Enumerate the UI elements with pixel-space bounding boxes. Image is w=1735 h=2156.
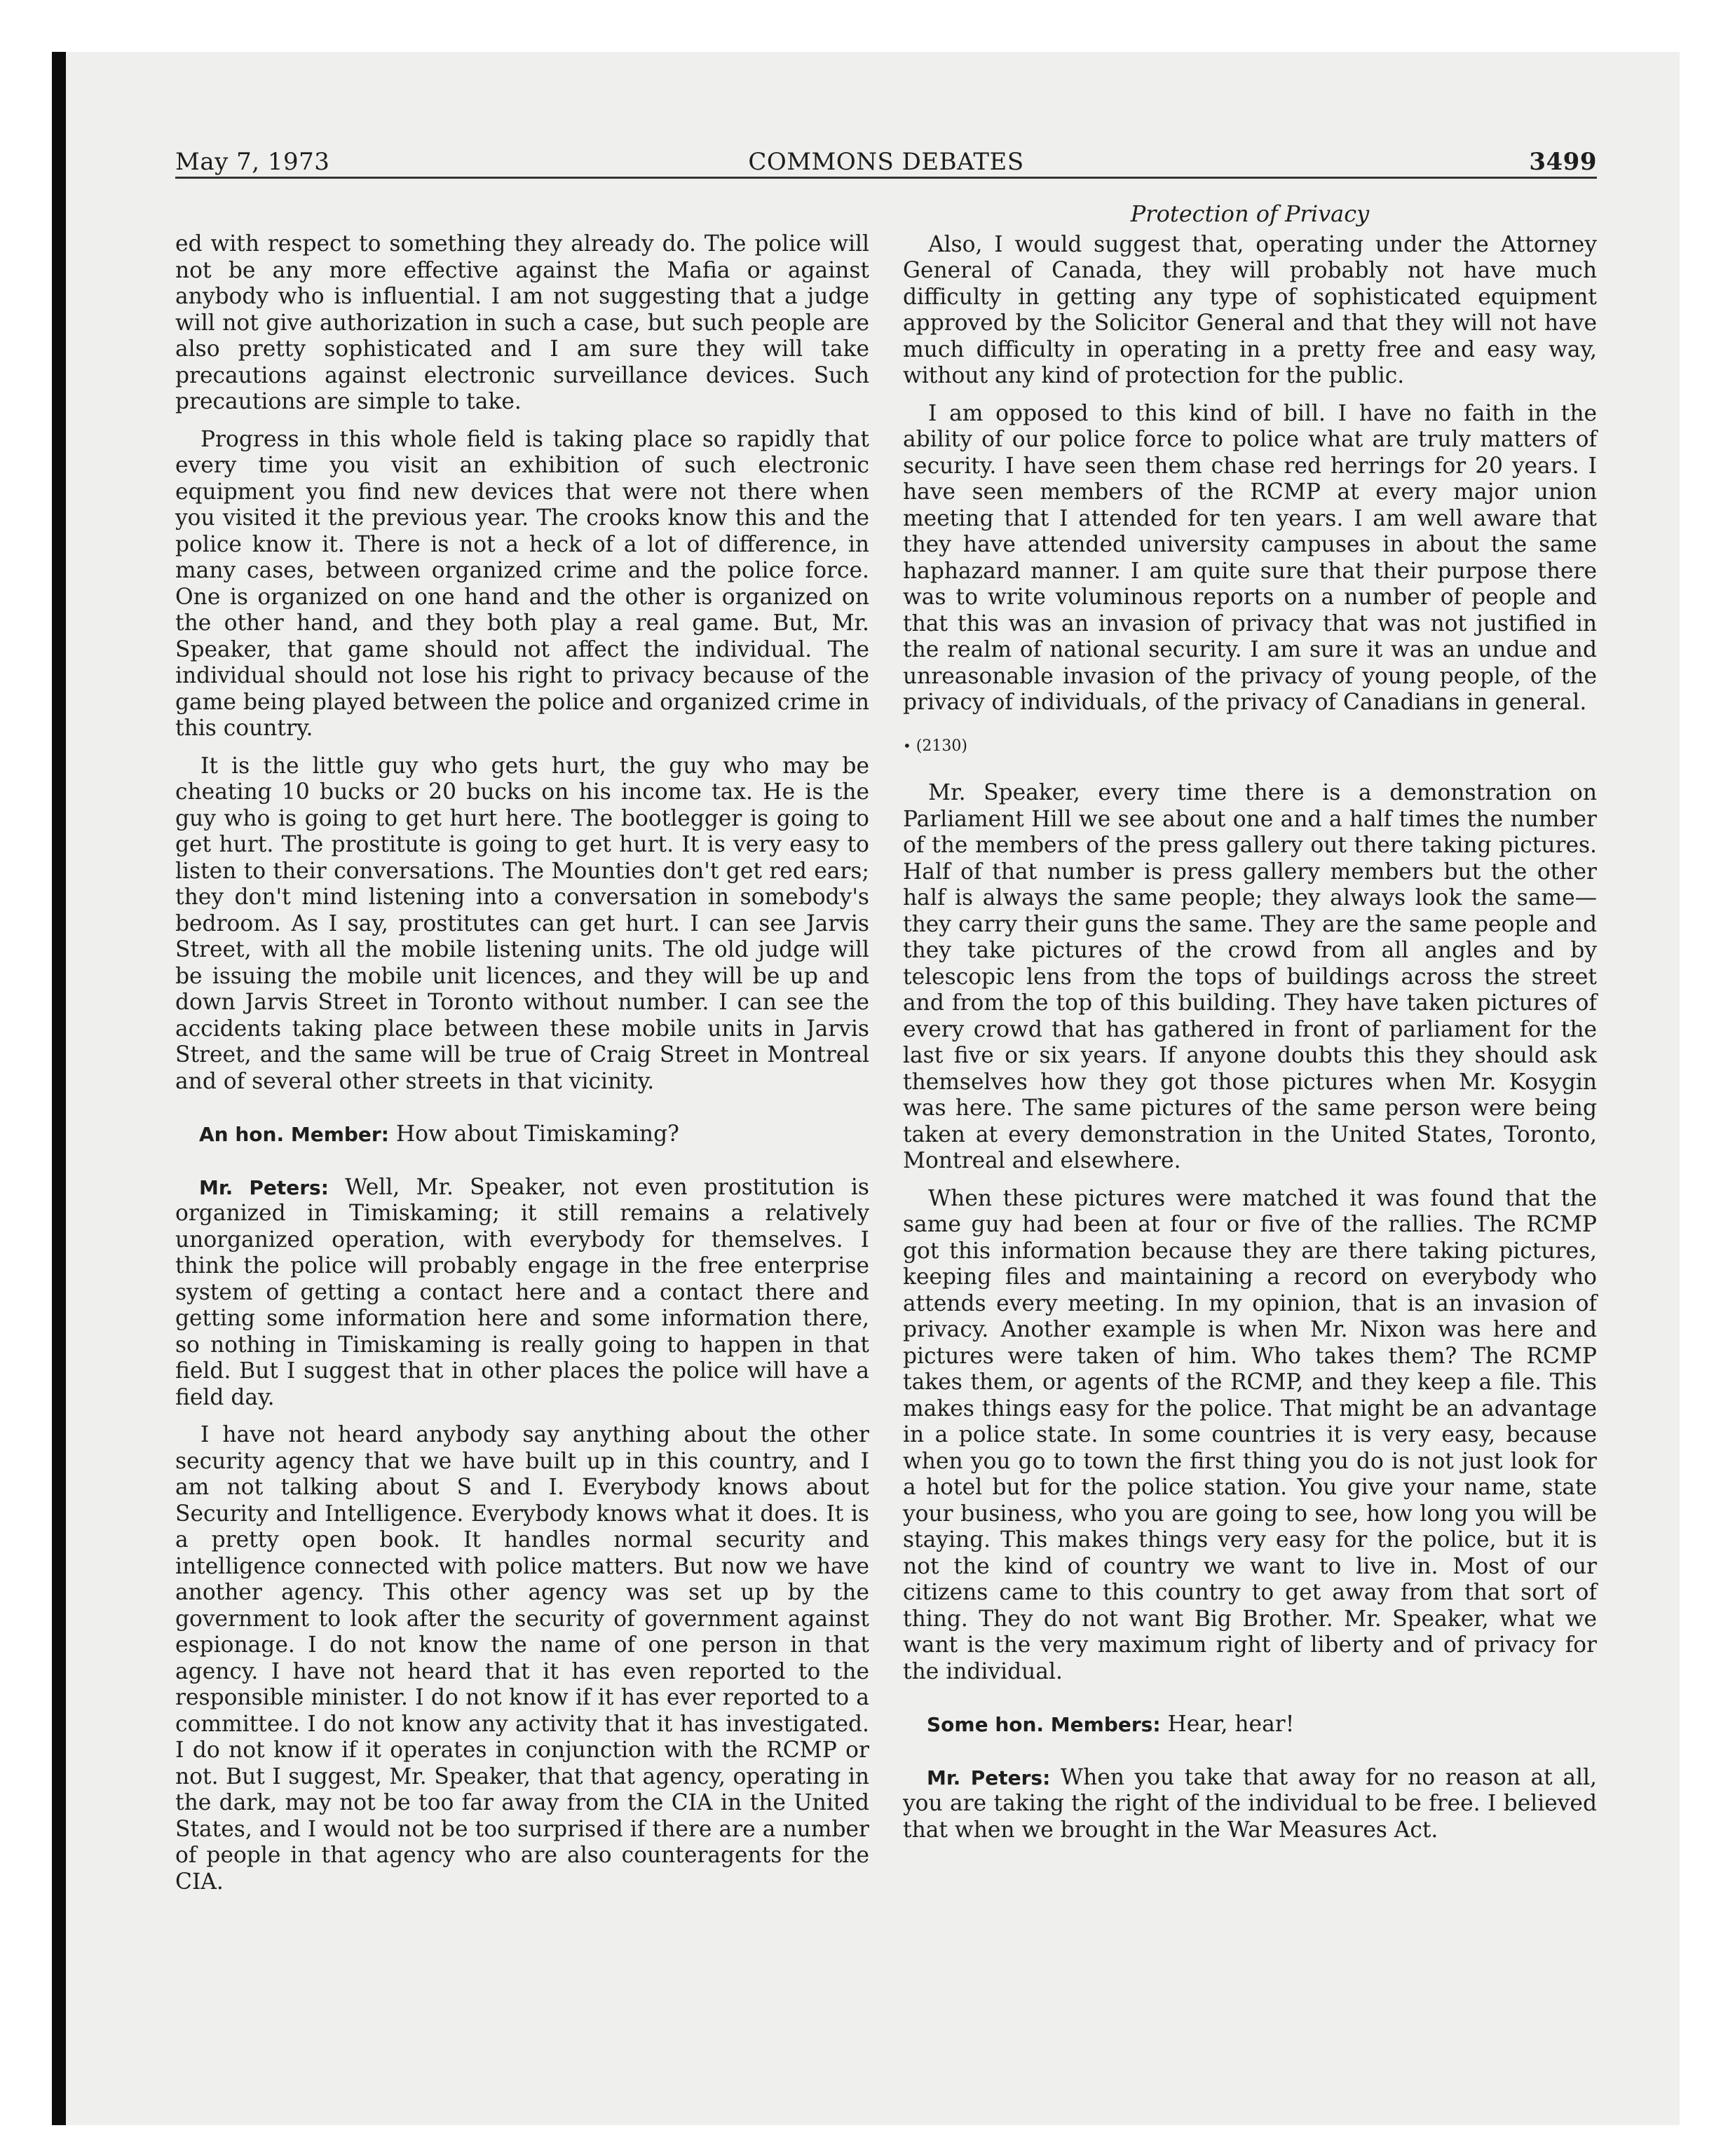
paragraph: ed with respect to something they already do. The police will not be any more effective against the Mafia or against anybody who is influential. I am not suggesting that a judge will not give authorization in such a case, but such people are also pretty sophisticated and I am sure they will take precautions against electronic surveillance devices. Such precautions are simple to take. <box>175 231 869 414</box>
scan-border <box>52 52 66 2125</box>
paragraph: Mr. Speaker, every time there is a demonstration on Parliament Hill we see about one and a half times the number of the members of the press gallery out there taking pictures. Half of that number is press gallery members but the other half is always the same people; they always look the same—they carry their guns the same. They are the same people and they take pictures of the crowd from all angles and by telescopic lens from the tops of buildings across the street and from the top of this building. They have taken pictures of every crowd that has gathered in front of parliament for the last five or six years. If anyone doubts this they should ask themselves how they got those pictures when Mr. Kosygin was here. The same pictures of the same person were being taken at every demonstration in the United States, Toronto, Montreal and elsewhere. <box>903 780 1597 1173</box>
paragraph: When these pictures were matched it was found that the same guy had been at four or five of the rallies. The RCMP got this information because they are there taking pictures, keeping files and maintaining a record on everybody who attends every meeting. In my opinion, that is an invasion of privacy. Another example is when Mr. Nixon was here and pictures were taken of him. Who takes them? The RCMP takes them, or agents of the RCMP, and they keep a file. This makes things easy for the police. That might be an advantage in a police state. In some countries it is very easy, because when you go to town the first thing you do is not just look for a hotel but for the police station. You give your name, state your business, who you are going to see, how long you will be staying. This makes things very easy for the police, but it is not the kind of country we want to live in. Most of our citizens came to this country to get away from that sort of thing. They do not want Big Brother. Mr. Speaker, what we want is the very maximum right of liberty and of privacy for the individual. <box>903 1185 1597 1684</box>
paragraph: I am opposed to this kind of bill. I have no faith in the ability of our police force to police what are truly matters of security. I have seen them chase red herrings for 20 years. I have seen members of the RCMP at every major union meeting that I attended for ten years. I am well aware that they have attended university campuses in about the same haphazard manner. I am quite sure that their purpose there was to write voluminous reports on a number of people and that this was an invasion of privacy that was not justified in the realm of national security. I am sure it was an undue and unreasonable invasion of the privacy of young people, of the privacy of individuals, of the privacy of Canadians in general. <box>903 400 1597 715</box>
left-column <box>175 231 869 1906</box>
speech-text: How about Timiskaming? <box>395 1121 679 1147</box>
right-column <box>903 201 1597 1855</box>
speech-text: Hear, hear! <box>1167 1712 1295 1737</box>
speech-text: Well, Mr. Speaker, not even prostitution is organized in Timiskaming; it still remains a relatively unorganized operation, with everybody for themselves. I think the police will probably engage in the free enterprise system of getting a contact here and a contact there and getting some information here and some information there, so nothing in Timiskaming is really going to happen in that field. But I suggest that in other places the police will have a field day. <box>175 1174 869 1410</box>
speech-text: When you take that away for no reason at all, you are taking the right of the individual to be free. I believed that when we brought in the War Measures Act. <box>903 1764 1597 1843</box>
header-title: COMMONS DEBATES <box>748 148 1024 176</box>
bullet-icon: • <box>903 737 911 754</box>
speaker-name: Mr. Peters: <box>199 1175 329 1199</box>
speaker-name: Some hon. Members: <box>927 1713 1161 1736</box>
timestamp-marker <box>903 733 1597 760</box>
header-date: May 7, 1973 <box>175 148 330 176</box>
speech-interjection <box>903 1712 1597 1738</box>
speech-interjection <box>175 1121 869 1148</box>
paragraph: Progress in this whole field is taking place so rapidly that every time you visit an exhibition of such electronic equipment you find new devices that were not there when you visited it the previous year. The crooks know this and the police know it. There is not a heck of a lot of difference, in many cases, between organized crime and the police force. One is organized on one hand and the other is organized on the other hand, and they both play a real game. But, Mr. Speaker, that game should not affect the individual. The individual should not lose his right to privacy because of the game being played between the police and organized crime in this country. <box>175 426 869 741</box>
speaker-name: Mr. Peters: <box>927 1766 1051 1789</box>
speaker-name: An hon. Member: <box>199 1123 389 1146</box>
paragraph: I have not heard anybody say anything about the other security agency that we have built up in this country, and I am not talking about S and I. Everybody knows about Security and Intelligence. Everybody knows what it does. It is a pretty open book. It handles normal security and intelligence connected with police matters. But now we have another agency. This other agency was set up by the government to look after the security of government against espionage. I do not know the name of one person in that agency. I have not heard that it has even reported to the responsible minister. I do not know if it has ever reported to a committee. I do not know any activity that it has investigated. I do not know if it operates in conjunction with the RCMP or not. But I suggest, Mr. Speaker, that that agency, operating in the dark, may not be too far away from the CIA in the United States, and I would not be too surprised if there are a number of people in that agency who are also counteragents for the CIA. <box>175 1422 869 1895</box>
paragraph: It is the little guy who gets hurt, the guy who may be cheating 10 bucks or 20 bucks on his income tax. He is the guy who is going to get hurt here. The bootlegger is going to get hurt. The prostitute is going to get hurt. It is very easy to listen to their conversations. The Mounties don't get red ears; they don't mind listening into a conversation in somebody's bedroom. As I say, prostitutes can get hurt. I can see Jarvis Street, with all the mobile listening units. The old judge will be issuing the mobile unit licences, and they will be up and down Jarvis Street in Toronto without number. I can see the accidents taking place between these mobile units in Jarvis Street, and the same will be true of Craig Street in Montreal and of several other streets in that vicinity. <box>175 753 869 1094</box>
section-title: Protection of Privacy <box>1130 200 1370 227</box>
speech-peters <box>903 1765 1597 1844</box>
page-number: 3499 <box>1529 148 1597 176</box>
speech-peters <box>175 1175 869 1412</box>
paragraph: Also, I would suggest that, operating under the Attorney General of Canada, they will probably not have much difficulty in getting any type of sophisticated equipment approved by the Solicitor General and that they will not have much difficulty in operating in a pretty free and easy way, without any kind of protection for the public. <box>903 231 1597 388</box>
page-header <box>175 143 1597 179</box>
timestamp: (2130) <box>916 737 967 755</box>
